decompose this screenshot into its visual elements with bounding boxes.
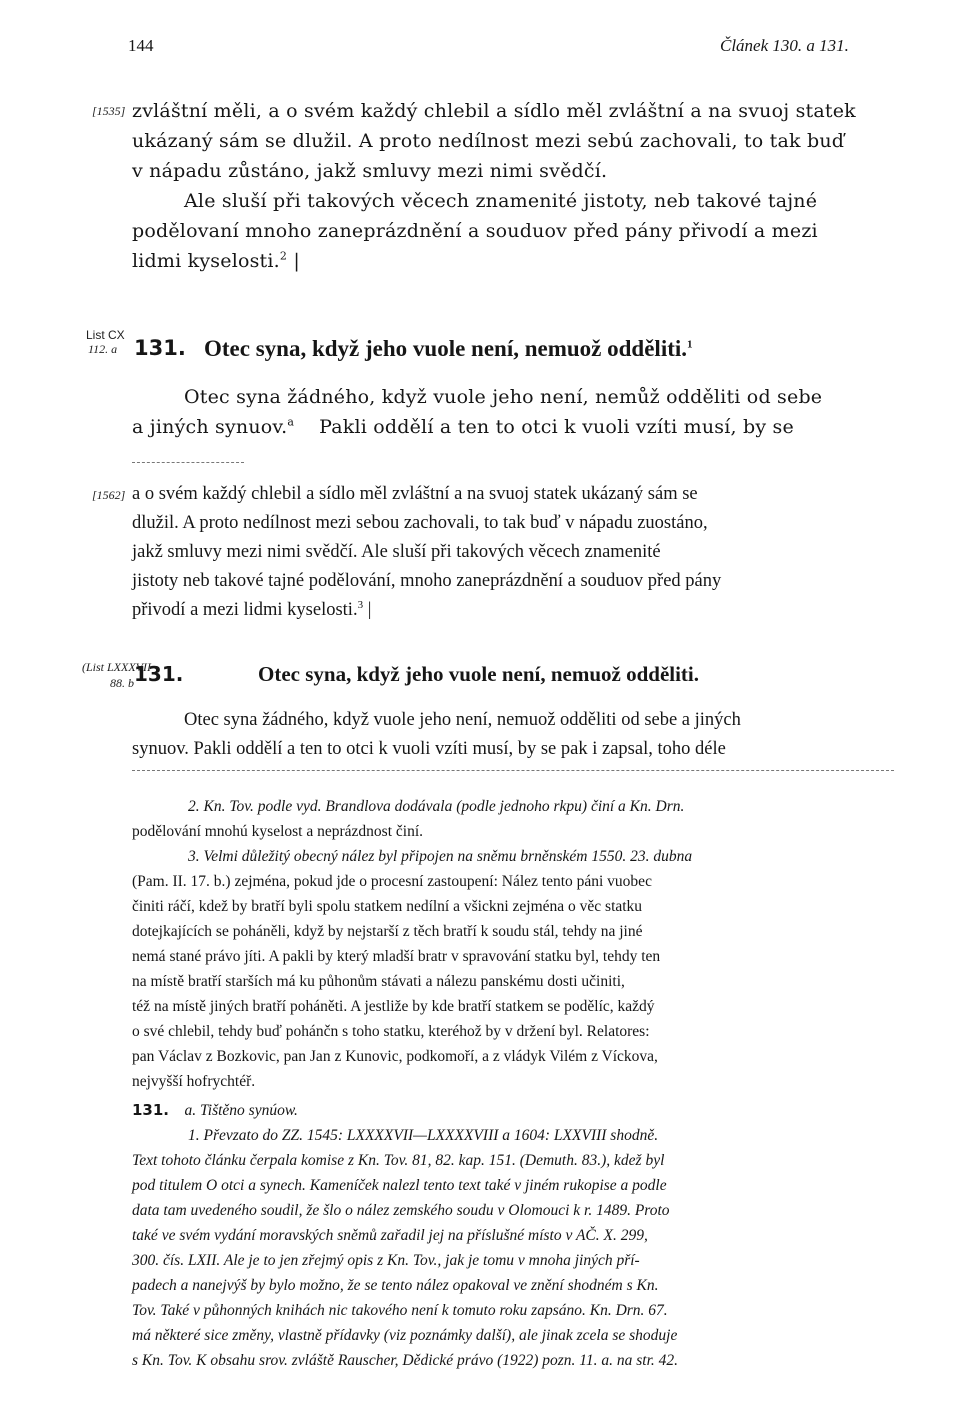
text-fragment: lidmi kyselosti. [132,250,280,272]
text-line: synuov. Pakli oddělí a ten to otci k vuoli vzíti musí, by se pak i zapsal, toho déle [132,739,726,759]
footnote-line: dotejkajících se poháněli, když by nejstarší z těch bratří k soudu stál, tehdy na jiné [132,923,643,940]
footnote-line [132,1098,894,1123]
text-line: ukázaný sám se dlužil. A proto nedílnost mezi sebú zachovali, to tak buď [132,130,845,152]
text-line: Otec syna žádného, když vuole jeho není, nemuož odděliti od sebe a jiných [184,710,741,730]
text-block-131a [132,382,894,442]
footnote-line: data tam uvedeného soudil, že šlo o nález zemského soudu v Olomouci k r. 1489. Proto [132,1202,670,1219]
footnote-marker: 3 [357,598,364,611]
footnote-line: s Kn. Tov. K obsahu srov. zvláště Rauscher, Dědické právo (1922) pozn. 11. a. na str. 42. [132,1352,679,1369]
section-number: 131. [134,662,184,686]
text-line [132,246,894,276]
text-block-131b [132,706,894,764]
footnote-line: na místě bratří starších má ku půhonům stávati a nálezu panskému dosti učiniti, [132,973,625,990]
footnote-marker: a [287,415,295,429]
footnote-line: nemá stané právo jíti. A pakli by který mladší bratr v spravování statku byl, tehdy ten [132,948,661,965]
text-line [132,412,894,442]
text-fragment: a jiných synuov. [132,416,288,438]
section-title: Otec syna, když jeho vuole není, nemuož odděliti. [258,662,700,686]
footnote-line: padech a nanejvýš by bylo možno, že se tento nález opakoval ve znění shodném s Kn. [132,1277,659,1294]
text-fragment: přivodí a mezi lidmi kyselosti. [132,600,358,620]
footnote-line: činiti ráčí, kdež by bratří byli spolu statkem nedílní a všickni zejména o věc statku [132,898,643,915]
text-line: v nápadu zůstáno, jakž smluvy mezi nimi svědčí. [132,160,608,182]
text-line: jakž smluvy mezi nimi svědčí. Ale sluší při takových věcech znamenité [132,542,661,562]
footnote-section-number: 131. [132,1101,170,1119]
footnote-line: má některé sice změny, vlastně přídavky (viz poznámky další), ale jinak zcela se shoduje [132,1327,678,1344]
margin-reference-1535: [1535] [92,104,126,118]
text-line [132,596,894,625]
text-line: Otec syna žádného, když vuole jeho není, nemůž odděliti od sebe [184,386,823,408]
margin-reference-1562: [1562] [92,488,126,502]
footnote-line: 2. Kn. Tov. podle vyd. Brandlova dodávala (podle jednoho rkpu) činí a Kn. Drn. [188,798,685,815]
page-break-marker: | [367,600,372,620]
section-number: 131. [134,336,186,360]
text-line: jistoty neb takové tajné podělování, mnoho zaneprázdnění a souduov před pány [132,571,722,591]
footnotes [132,794,894,1094]
separator-rule [132,770,894,771]
footnote-text: a. Tištěno synúow. [184,1102,298,1119]
footnotes-131 [132,1098,894,1373]
separator-rule [132,462,244,463]
footnote-line: Tov. Také v půhonných knihách nic takového není k tomuto roku zapsáno. Kn. Drn. 67. [132,1302,668,1319]
footnote-line: 3. Velmi důležitý obecný nález byl připojen na sněmu brněnském 1550. 23. dubna [188,848,693,865]
footnote-line: (Pam. II. 17. b.) zejména, pokud jde o procesní zastoupení: Nález tento páni vuobec [132,873,652,890]
section-title-text: Otec syna, když jeho vuole není, nemuož odděliti. [204,336,688,361]
section-title [204,336,693,362]
margin-reference-page: 88. b [110,676,134,690]
text-line: a o svém každý chlebil a sídlo měl zvláštní a na svuoj statek ukázaný sám se [132,484,698,504]
text-line: dlužil. A proto nedílnost mezi sebou zachovali, to tak buď v nápadu zuostáno, [132,513,708,533]
margin-reference-list: List CX [86,328,125,342]
margin-reference-page: 112. a [88,342,118,356]
text-fragment: Pakli oddělí a ten to otci k vuoli vzíti musí, by se [319,416,794,438]
footnote-line: nejvyšší hofrychtéř. [132,1073,256,1090]
footnote-line: podělování mnohú kyselost a neprázdnost činí. [132,823,423,840]
text-block-a [132,96,894,276]
text-block-b [132,480,894,625]
footnote-line: pod titulem O otci a synech. Kameníček nalezl tento text také v jiném rukopise a podle [132,1177,667,1194]
text-line: podělovaní mnoho zaneprázdnění a souduov před pány přivodí a mezi [132,220,818,242]
margin-reference-list: (List LXXXVII [82,660,151,674]
footnote-line: o své chlebil, tehdy buď pohánčn s toho statku, kteréhož by v držení byl. Relatores: [132,1023,650,1040]
footnote-line: 1. Převzato do ZZ. 1545: LXXXXVII—LXXXXVIII a 1604: LXXVIII shodně. [188,1127,659,1144]
running-head: Článek 130. a 131. [720,36,849,55]
text-line: Ale sluší při takových věcech znamenité jistoty, neb takové tajné [184,190,818,212]
footnote-line: 300. čís. LXII. Ale je to jen zřejmý opis z Kn. Tov., jak je tomu v mnoha jiných pří- [132,1252,640,1269]
text-line: zvláštní měli, a o svém každý chlebil a sídlo měl zvláštní a na svuoj statek [132,100,856,122]
footnote-marker: 1 [687,338,693,351]
footnote-marker: 2 [279,249,288,263]
footnote-line: Text tohoto článku čerpala komise z Kn. Tov. 81, 82. kap. 151. (Demuth. 83.), kdež byl [132,1152,665,1169]
footnote-line: pan Václav z Bozkovic, pan Jan z Kunovic, podkomoří, a z vládyk Vilém z Víckova, [132,1048,658,1065]
footnote-line: též na místě jiných bratří poháněti. A jestliže by kde bratří statkem se podělíc, každý [132,998,655,1015]
page-break-marker: | [293,250,300,272]
page-number: 144 [128,36,154,55]
footnote-line: také ve svém vydání moravských sněmů zařadil jej na příslušné místo v AČ. X. 299, [132,1227,648,1244]
